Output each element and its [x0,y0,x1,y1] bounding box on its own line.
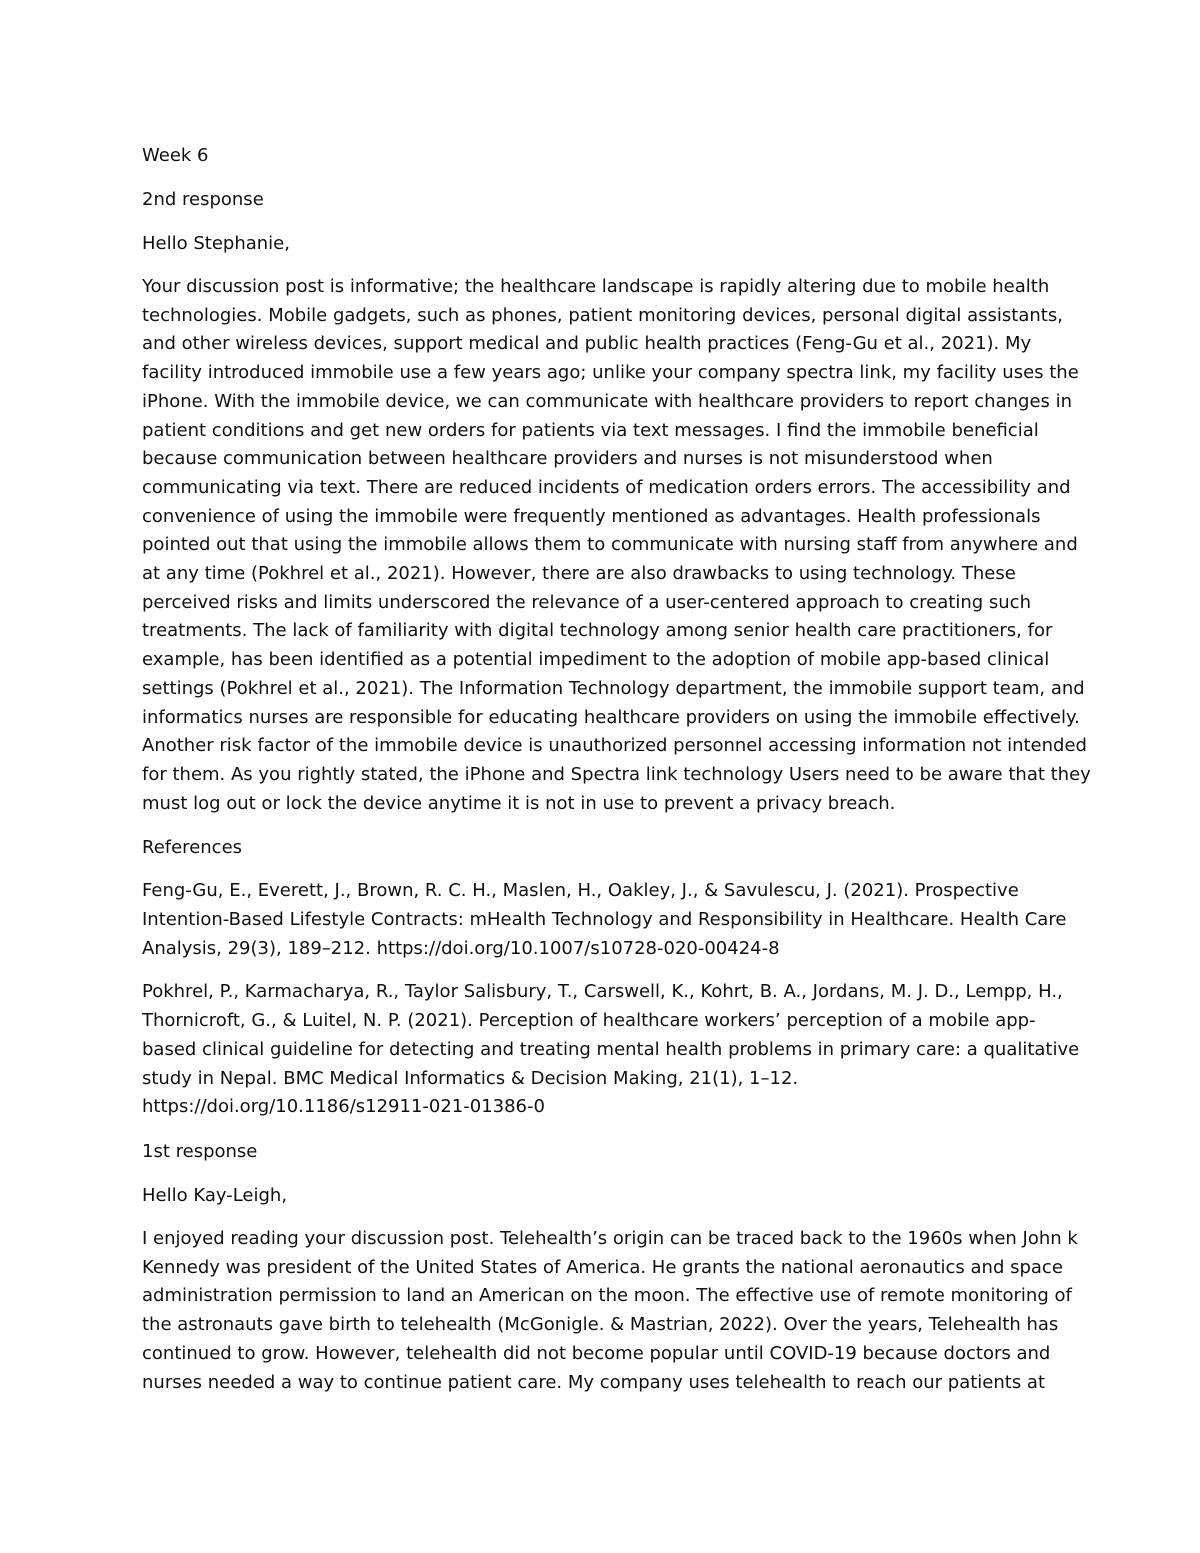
reference-line: Thornicroft, G., & Luitel, N. P. (2021). Perception of healthcare workers’ perception of a mobile app- [142,1010,1036,1032]
reference-line: Pokhrel, P., Karmacharya, R., Taylor Salisbury, T., Carswell, K., Kohrt, B. A., Jordans, M. J. D., Lempp, H., [142,981,1063,1003]
body-stephanie [142,273,1091,818]
first-response-heading: 1st response [142,1140,258,1162]
reference-line: study in Nepal. BMC Medical Informatics & Decision Making, 21(1), 1–12. [142,1067,799,1089]
reference-line: based clinical guideline for detecting and treating mental health problems in primary care: a qualitative [142,1038,1080,1060]
body-line: settings (Pokhrel et al., 2021). The Information Technology department, the immobile support team, and [142,677,1085,699]
body-line: treatments. The lack of familiarity with digital technology among senior health care practitioners, for [142,620,1053,642]
reference-line: Analysis, 29(3), 189–212. https://doi.org/10.1007/s10728-020-00424-8 [142,937,780,959]
greeting-kayleigh: Hello Kay-Leigh, [142,1184,288,1206]
body-line: communicating via text. There are reduced incidents of medication orders errors. The accessibility and [142,476,1071,498]
body-line: nurses needed a way to continue patient care. My company uses telehealth to reach our patients at [142,1371,1046,1393]
second-response-heading: 2nd response [142,189,264,210]
body-line: and other wireless devices, support medical and public health practices (Feng-Gu et al., 2021). My [142,333,1032,355]
body-line: the astronauts gave birth to telehealth (McGonigle. & Mastrian, 2022). Over the years, Telehealth has [142,1314,1059,1336]
body-line: administration permission to land an American on the moon. The effective use of remote monitoring of [142,1285,1072,1307]
body-line: perceived risks and limits underscored the relevance of a user-centered approach to creating such [142,591,1031,613]
reference-line: Feng-Gu, E., Everett, J., Brown, R. C. H., Maslen, H., Oakley, J., & Savulescu, J. (2021). Prospective [142,880,1019,902]
reference-line: https://doi.org/10.1186/s12911-021-01386-0 [142,1096,545,1118]
reference-pokhrel [142,978,1080,1122]
body-line: pointed out that using the immobile allows them to communicate with nursing staff from anywhere and [142,534,1078,556]
body-line: Your discussion post is informative; the healthcare landscape is rapidly altering due to mobile health [142,276,1050,297]
body-line: technologies. Mobile gadgets, such as phones, patient monitoring devices, personal digital assistants, [142,304,1063,326]
body-line: must log out or lock the device anytime it is not in use to prevent a privacy breach. [142,792,896,814]
body-line: convenience of using the immobile were frequently mentioned as advantages. Health professionals [142,505,1041,527]
greeting-stephanie: Hello Stephanie, [142,233,290,254]
body-line: example, has been identified as a potential impediment to the adoption of mobile app-based clinical [142,649,1050,671]
body-line: because communication between healthcare providers and nurses is not misunderstood when [142,448,993,470]
document-content [142,141,1091,1412]
body-line: facility introduced immobile use a few years ago; unlike your company spectra link, my facility uses the [142,362,1079,384]
reference-feng-gu [142,877,1066,963]
body-line: I enjoyed reading your discussion post. Telehealth’s origin can be traced back to the 1960s when John k [142,1227,1078,1249]
references-heading: References [142,837,243,859]
body-line: Another risk factor of the immobile device is unauthorized personnel accessing information not intended [142,735,1087,757]
body-line: for them. As you rightly stated, the iPhone and Spectra link technology Users need to be aware that they [142,763,1091,785]
body-line: iPhone. With the immobile device, we can communicate with healthcare providers to report changes in [142,390,1073,412]
body-line: informatics nurses are responsible for educating healthcare providers on using the immobile effectively. [142,706,1080,728]
body-line: at any time (Pokhrel et al., 2021). However, there are also drawbacks to using technology. These [142,563,1016,585]
reference-line: Intention-Based Lifestyle Contracts: mHealth Technology and Responsibility in Healthcare. Health Care [142,909,1067,931]
body-kayleigh [142,1225,1078,1397]
body-line: continued to grow. However, telehealth did not become popular until COVID-19 because doctors and [142,1342,1051,1364]
body-line: Kennedy was president of the United States of America. He grants the national aeronautics and space [142,1256,1063,1278]
week-heading: Week 6 [142,145,209,166]
body-line: patient conditions and get new orders for patients via text messages. I find the immobile beneficial [142,419,1039,441]
